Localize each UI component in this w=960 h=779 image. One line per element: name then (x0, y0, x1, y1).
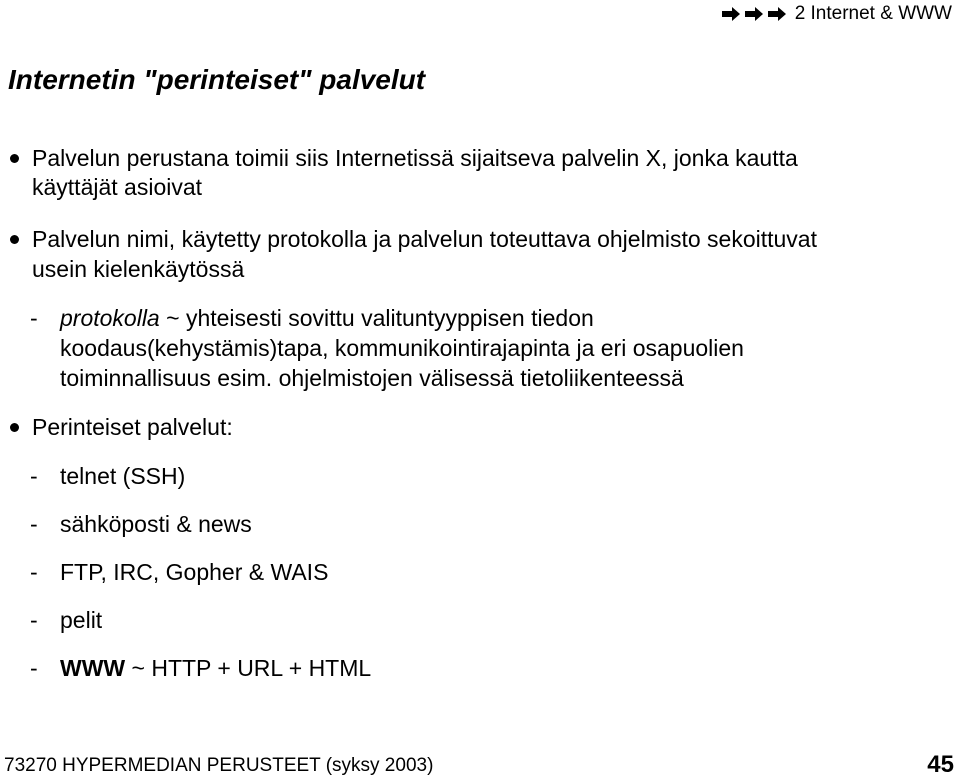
bullet-3-line-1: Perinteiset palvelut: (32, 414, 233, 440)
www-definition: ~ HTTP + URL + HTML (125, 655, 372, 681)
arrow-right-icon (767, 7, 787, 21)
bullet-2-line-2: usein kielenkäytössä (32, 256, 245, 282)
list-dash: - (30, 655, 38, 681)
list-item-www (60, 653, 371, 683)
section-label: 2 Internet & WWW (794, 3, 952, 24)
bullet-dot (10, 154, 19, 163)
www-term: WWW (60, 655, 126, 681)
nav-arrows (721, 7, 787, 21)
bullet-1-line-1: Palvelun perustana toimii siis Internetissä sijaitseva palvelin X, jonka kautta (32, 145, 798, 171)
list-dash: - (30, 559, 38, 585)
slide-title: Internetin "perinteiset" palvelut (8, 64, 426, 95)
bullet-dot (10, 423, 19, 432)
arrow-right-icon (721, 7, 741, 21)
protocol-note-line-2: koodaus(kehystämis)tapa, kommunikointirajapinta ja eri osapuolien (60, 335, 744, 361)
bullet-2-line-1: Palvelun nimi, käytetty protokolla ja palvelun toteuttava ohjelmisto sekoittuvat (32, 226, 817, 252)
page-number: 45 (927, 751, 954, 778)
list-dash: - (30, 463, 38, 489)
section-nav (721, 3, 952, 25)
protocol-note-line-1 (60, 303, 594, 333)
bullet-1-line-2: käyttäjät asioivat (32, 174, 203, 200)
list-item: pelit (60, 607, 103, 633)
protocol-note-line-3: toiminnallisuus esim. ohjelmistojen välisessä tietoliikenteessä (60, 365, 684, 391)
arrow-right-icon (744, 7, 764, 21)
list-item: telnet (SSH) (60, 463, 186, 489)
protocol-term: protokolla (60, 305, 160, 331)
bullet-dot (10, 235, 19, 244)
list-item: sähköposti & news (60, 511, 252, 537)
protocol-definition: ~ yhteisesti sovittu valituntyyppisen tiedon (159, 305, 594, 331)
list-dash: - (30, 511, 38, 537)
list-dash: - (30, 305, 38, 331)
list-dash: - (30, 607, 38, 633)
course-footer: 73270 HYPERMEDIAN PERUSTEET (syksy 2003) (4, 755, 434, 776)
list-item: FTP, IRC, Gopher & WAIS (60, 559, 329, 585)
